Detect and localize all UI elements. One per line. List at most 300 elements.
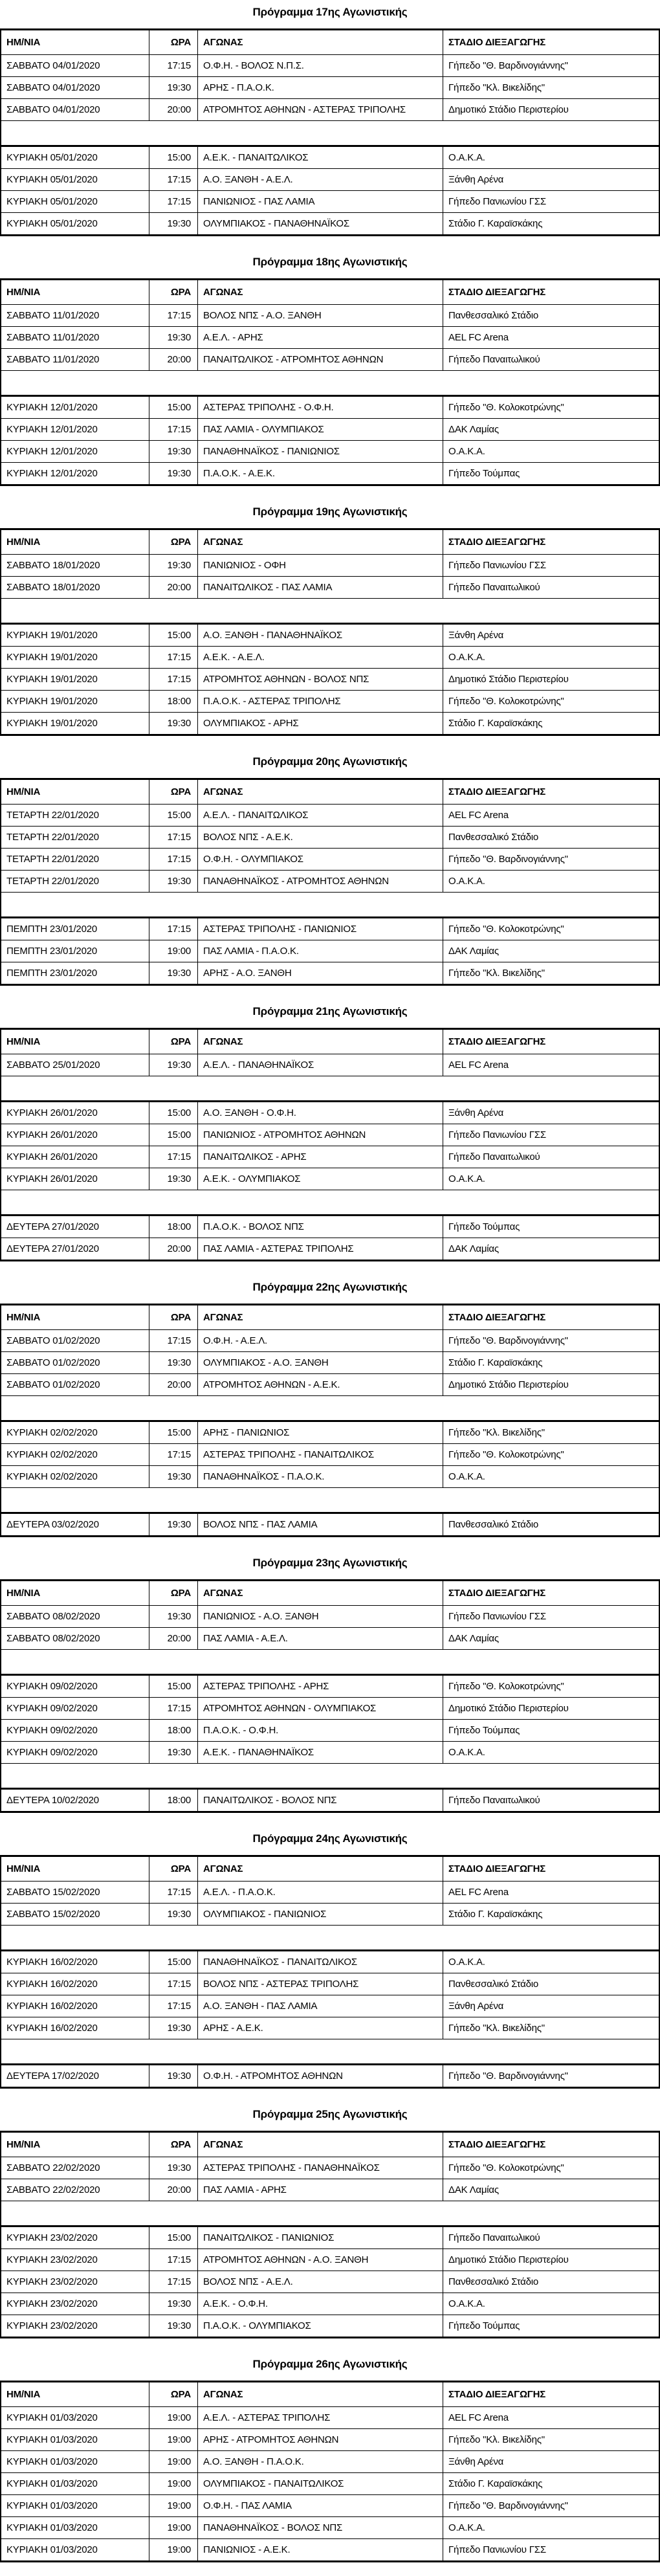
fixture-stadium: Ο.Α.Κ.Α. [448, 876, 485, 887]
fixture-date: ΚΥΡΙΑΚΗ 16/02/2020 [1, 1951, 149, 1973]
fixture-match: ΠΑΣ ΛΑΜΙΑ - Π.Α.Ο.Κ. [198, 940, 443, 962]
fixture-stadium: Δημοτικό Στάδιο Περιστερίου [448, 674, 569, 685]
fixture-match: ΑΤΡΟΜΗΤΟΣ ΑΘΗΝΩΝ - ΟΛΥΜΠΙΑΚΟΣ [198, 1698, 443, 1719]
fixture-stadium: Ξάνθη Αρένα [448, 2456, 504, 2467]
fixture-row [1, 691, 659, 713]
header-time: ΩΡΑ [149, 780, 198, 804]
fixture-time: 19:00 [149, 2473, 198, 2494]
fixture-row [1, 1628, 659, 1650]
spacer-row [1, 121, 659, 147]
fixture-match: ΠΑΝΑΘΗΝΑΪΚΟΣ - ΠΑΝΙΩΝΙΟΣ [198, 441, 443, 462]
fixture-date: ΚΥΡΙΑΚΗ 01/03/2020 [1, 2407, 149, 2428]
fixture-stadium: Ξάνθη Αρένα [448, 174, 504, 185]
fixture-date: ΚΥΡΙΑΚΗ 19/01/2020 [1, 691, 149, 712]
fixture-time: 19:30 [149, 1606, 198, 1627]
header-match: ΑΓΩΝΑΣ [198, 2382, 443, 2406]
fixture-match: Α.Ε.Κ. - Ο.Φ.Η. [198, 2293, 443, 2315]
fixture-date: ΣΑΒΒΑΤΟ 15/02/2020 [1, 1904, 149, 1925]
fixture-stadium: Ο.Α.Κ.Α. [448, 2522, 485, 2533]
fixture-match: ΠΑΝΑΙΤΩΛΙΚΟΣ - ΠΑΣ ΛΑΜΙΑ [198, 577, 443, 598]
fixture-time: 18:00 [149, 1720, 198, 1741]
table-header-row [1, 30, 659, 55]
fixture-stadium: Δημοτικό Στάδιο Περιστερίου [448, 1379, 569, 1390]
spacer-row [1, 893, 659, 918]
fixture-time: 19:00 [149, 940, 198, 962]
fixture-row [1, 1124, 659, 1146]
fixture-time: 17:15 [149, 419, 198, 440]
fixture-date: ΠΕΜΠΤΗ 23/01/2020 [1, 918, 149, 940]
fixture-stadium: Γήπεδο "Κλ. Βικελίδης" [448, 2023, 545, 2034]
fixture-row [1, 2517, 659, 2539]
fixture-row [1, 1904, 659, 1926]
fixture-match: ΑΣΤΕΡΑΣ ΤΡΙΠΟΛΗΣ - ΠΑΝΑΘΗΝΑΪΚΟΣ [198, 2157, 443, 2179]
fixture-match: ΠΑΝΑΘΗΝΑΪΚΟΣ - ΠΑΝΑΙΤΩΛΙΚΟΣ [198, 1951, 443, 1973]
fixture-row [1, 1352, 659, 1374]
fixture-date: ΚΥΡΙΑΚΗ 23/02/2020 [1, 2293, 149, 2315]
fixture-stadium: Στάδιο Γ. Καραϊσκάκης [448, 2478, 543, 2489]
fixture-date: ΔΕΥΤΕΡΑ 27/01/2020 [1, 1238, 149, 1260]
fixture-row [1, 1168, 659, 1190]
fixture-stadium: ΔΑΚ Λαμίας [448, 424, 499, 435]
fixture-time: 17:15 [149, 849, 198, 870]
fixture-row [1, 2315, 659, 2337]
fixture-row [1, 1216, 659, 1238]
fixtures-table [0, 528, 660, 736]
header-stadium: ΣΤΑΔΙΟ ΔΙΕΞΑΓΩΓΗΣ [448, 786, 546, 797]
fixture-row [1, 647, 659, 669]
fixture-match: ΒΟΛΟΣ ΝΠΣ - Α.Ε.Λ. [198, 2271, 443, 2293]
header-match: ΑΓΩΝΑΣ [198, 530, 443, 554]
fixture-stadium: Γήπεδο "Θ. Κολοκοτρώνης" [448, 696, 564, 707]
header-match: ΑΓΩΝΑΣ [198, 2133, 443, 2157]
fixture-time: 19:30 [149, 962, 198, 984]
fixture-date: ΚΥΡΙΑΚΗ 19/01/2020 [1, 647, 149, 668]
fixture-stadium: Δημοτικό Στάδιο Περιστερίου [448, 104, 569, 115]
fixture-stadium: Γήπεδο "Θ. Κολοκοτρώνης" [448, 1449, 564, 1460]
fixture-stadium: Ο.Α.Κ.Α. [448, 1173, 485, 1184]
fixture-row [1, 2271, 659, 2293]
fixture-row [1, 2293, 659, 2315]
matchday-title: Πρόγραμμα 26ης Αγωνιστικής [252, 2358, 408, 2370]
matchday-section [0, 0, 660, 236]
fixture-stadium: Ο.Α.Κ.Α. [448, 152, 485, 163]
fixture-match: Ο.Φ.Η. - ΠΑΣ ΛΑΜΙΑ [198, 2495, 443, 2516]
fixture-date: ΚΥΡΙΑΚΗ 02/02/2020 [1, 1422, 149, 1443]
fixture-time: 15:00 [149, 147, 198, 168]
fixture-stadium: Γήπεδο Παναιτωλικού [448, 1795, 540, 1806]
fixture-time: 17:15 [149, 1330, 198, 1351]
fixture-stadium: Γήπεδο Παναιτωλικού [448, 354, 540, 365]
fixture-row [1, 871, 659, 893]
matchday-title: Πρόγραμμα 21ης Αγωνιστικής [252, 1005, 408, 1017]
fixture-time: 17:15 [149, 2271, 198, 2293]
fixture-time: 15:00 [149, 1676, 198, 1697]
fixture-row [1, 397, 659, 419]
fixtures-table [0, 778, 660, 986]
fixture-time: 17:15 [149, 1444, 198, 1465]
fixture-row [1, 2495, 659, 2517]
fixture-match: Α.Ο. ΞΑΝΘΗ - Α.Ε.Λ. [198, 169, 443, 190]
fixture-time: 17:15 [149, 827, 198, 848]
fixture-row [1, 555, 659, 577]
matchday-section [0, 749, 660, 986]
fixture-time: 19:30 [149, 327, 198, 348]
fixture-time: 17:15 [149, 169, 198, 190]
header-time: ΩΡΑ [149, 280, 198, 304]
fixture-match: Π.Α.Ο.Κ. - ΑΣΤΕΡΑΣ ΤΡΙΠΟΛΗΣ [198, 691, 443, 712]
fixture-row [1, 1374, 659, 1396]
header-time: ΩΡΑ [149, 2382, 198, 2406]
fixture-date: ΚΥΡΙΑΚΗ 12/01/2020 [1, 441, 149, 462]
header-match: ΑΓΩΝΑΣ [198, 280, 443, 304]
fixture-date: ΚΥΡΙΑΚΗ 26/01/2020 [1, 1146, 149, 1168]
fixture-match: ΟΛΥΜΠΙΑΚΟΣ - ΑΡΗΣ [198, 713, 443, 734]
fixture-time: 19:30 [149, 1466, 198, 1487]
fixture-stadium: Ο.Α.Κ.Α. [448, 2298, 485, 2309]
fixture-row [1, 77, 659, 99]
table-header-row [1, 1581, 659, 1606]
fixture-stadium: Γήπεδο Παναιτωλικού [448, 2232, 540, 2243]
header-match: ΑΓΩΝΑΣ [198, 1581, 443, 1605]
fixture-time: 19:30 [149, 1168, 198, 1190]
fixture-row [1, 1444, 659, 1466]
fixture-stadium: Ο.Α.Κ.Α. [448, 1957, 485, 1968]
fixture-date: ΔΕΥΤΕΡΑ 27/01/2020 [1, 1216, 149, 1238]
fixture-row [1, 849, 659, 871]
header-stadium: ΣΤΑΔΙΟ ΔΙΕΞΑΓΩΓΗΣ [448, 1036, 546, 1047]
fixture-row [1, 625, 659, 647]
fixture-time: 18:00 [149, 1216, 198, 1238]
fixture-match: ΠΑΣ ΛΑΜΙΑ - Α.Ε.Λ. [198, 1628, 443, 1649]
fixture-date: ΚΥΡΙΑΚΗ 19/01/2020 [1, 625, 149, 646]
header-stadium: ΣΤΑΔΙΟ ΔΙΕΞΑΓΩΓΗΣ [448, 537, 546, 548]
fixture-row [1, 99, 659, 121]
spacer-row [1, 1764, 659, 1790]
fixture-row [1, 1973, 659, 1995]
fixture-date: ΚΥΡΙΑΚΗ 01/03/2020 [1, 2473, 149, 2494]
fixture-stadium: Γήπεδο Πανιωνίου ΓΣΣ [448, 560, 546, 571]
fixture-date: ΣΑΒΒΑΤΟ 11/01/2020 [1, 305, 149, 326]
spacer-row [1, 599, 659, 625]
fixtures-table [0, 278, 660, 486]
fixture-row [1, 918, 659, 940]
fixture-match: ΑΡΗΣ - ΠΑΝΙΩΝΙΟΣ [198, 1422, 443, 1443]
fixture-stadium: Γήπεδο Τούμπας [448, 1725, 520, 1736]
spacer-row [1, 1650, 659, 1676]
fixture-time: 15:00 [149, 397, 198, 418]
header-stadium: ΣΤΑΔΙΟ ΔΙΕΞΑΓΩΓΗΣ [448, 287, 546, 298]
fixtures-table [0, 2131, 660, 2338]
fixture-stadium: Γήπεδο "Θ. Βαρδινογιάννης" [448, 1335, 568, 1346]
fixture-time: 17:15 [149, 1995, 198, 2017]
fixture-time: 19:30 [149, 2017, 198, 2039]
fixture-date: ΣΑΒΒΑΤΟ 15/02/2020 [1, 1882, 149, 1903]
matchday-title: Πρόγραμμα 25ης Αγωνιστικής [252, 2108, 408, 2120]
fixture-date: ΚΥΡΙΑΚΗ 19/01/2020 [1, 713, 149, 734]
fixture-stadium: AEL FC Arena [448, 332, 509, 343]
matchday-title: Πρόγραμμα 18ης Αγωνιστικής [252, 256, 408, 268]
table-header-row [1, 530, 659, 555]
fixture-row [1, 2157, 659, 2179]
fixture-stadium: Γήπεδο "Κλ. Βικελίδης" [448, 968, 545, 979]
header-time: ΩΡΑ [149, 1305, 198, 1329]
fixture-match: ΒΟΛΟΣ ΝΠΣ - Α.Ο. ΞΑΝΘΗ [198, 305, 443, 326]
fixture-row [1, 1995, 659, 2017]
fixture-stadium: Στάδιο Γ. Καραϊσκάκης [448, 218, 543, 229]
fixture-date: ΣΑΒΒΑΤΟ 18/01/2020 [1, 577, 149, 598]
header-stadium: ΣΤΑΔΙΟ ΔΙΕΞΑΓΩΓΗΣ [448, 1312, 546, 1323]
fixture-time: 15:00 [149, 805, 198, 826]
fixture-stadium: Γήπεδο "Κλ. Βικελίδης" [448, 82, 545, 93]
fixture-time: 19:00 [149, 2495, 198, 2516]
fixture-time: 17:15 [149, 191, 198, 212]
fixture-date: ΚΥΡΙΑΚΗ 26/01/2020 [1, 1124, 149, 1146]
fixture-time: 19:30 [149, 1904, 198, 1925]
matchday-section [0, 2102, 660, 2338]
matchday-title: Πρόγραμμα 19ης Αγωνιστικής [252, 505, 408, 518]
fixture-match: Α.Ε.Λ. - ΑΡΗΣ [198, 327, 443, 348]
fixture-row [1, 1742, 659, 1764]
fixture-stadium: Στάδιο Γ. Καραϊσκάκης [448, 718, 543, 729]
fixture-stadium: Γήπεδο Τούμπας [448, 1221, 520, 1232]
fixture-match: ΒΟΛΟΣ ΝΠΣ - ΑΣΤΕΡΑΣ ΤΡΙΠΟΛΗΣ [198, 1973, 443, 1995]
fixture-time: 17:15 [149, 669, 198, 690]
fixture-time: 19:30 [149, 441, 198, 462]
fixture-time: 17:15 [149, 647, 198, 668]
fixture-match: Α.Ε.Κ. - ΠΑΝΑΘΗΝΑΪΚΟΣ [198, 1742, 443, 1763]
fixture-row [1, 669, 659, 691]
fixture-match: ΠΑΝΑΙΤΩΛΙΚΟΣ - ΑΤΡΟΜΗΤΟΣ ΑΘΗΝΩΝ [198, 349, 443, 370]
fixture-stadium: Γήπεδο "Θ. Βαρδινογιάννης" [448, 2500, 568, 2511]
fixture-date: ΣΑΒΒΑΤΟ 08/02/2020 [1, 1628, 149, 1649]
fixture-time: 19:30 [149, 713, 198, 734]
fixture-time: 19:30 [149, 1054, 198, 1076]
header-stadium: ΣΤΑΔΙΟ ΔΙΕΞΑΓΩΓΗΣ [448, 1863, 546, 1874]
header-date: ΗΜ/ΝΙΑ [1, 30, 149, 54]
fixture-stadium: Γήπεδο "Θ. Κολοκοτρώνης" [448, 2162, 564, 2173]
fixture-row [1, 349, 659, 371]
fixture-time: 15:00 [149, 1102, 198, 1124]
fixture-row [1, 1466, 659, 1488]
fixture-match: ΑΣΤΕΡΑΣ ΤΡΙΠΟΛΗΣ - ΠΑΝΙΩΝΙΟΣ [198, 918, 443, 940]
matchday-section [0, 999, 660, 1261]
fixture-date: ΚΥΡΙΑΚΗ 26/01/2020 [1, 1102, 149, 1124]
fixture-time: 19:30 [149, 77, 198, 98]
fixture-match: ΠΑΝΑΙΤΩΛΙΚΟΣ - ΑΡΗΣ [198, 1146, 443, 1168]
fixture-time: 19:30 [149, 2157, 198, 2179]
fixture-row [1, 713, 659, 734]
fixture-row [1, 441, 659, 463]
fixture-stadium: Πανθεσσαλικό Στάδιο [448, 2276, 539, 2287]
fixture-date: ΣΑΒΒΑΤΟ 01/02/2020 [1, 1330, 149, 1351]
spacer-row [1, 1488, 659, 1514]
fixture-stadium: Ο.Α.Κ.Α. [448, 1747, 485, 1758]
fixture-row [1, 2407, 659, 2429]
fixture-time: 17:15 [149, 1146, 198, 1168]
fixture-date: ΠΕΜΠΤΗ 23/01/2020 [1, 940, 149, 962]
fixture-time: 20:00 [149, 99, 198, 120]
spacer-row [1, 2201, 659, 2227]
fixture-time: 19:30 [149, 213, 198, 234]
fixture-match: ΑΤΡΟΜΗΤΟΣ ΑΘΗΝΩΝ - ΑΣΤΕΡΑΣ ΤΡΙΠΟΛΗΣ [198, 99, 443, 120]
fixture-time: 15:00 [149, 1124, 198, 1146]
fixture-date: ΣΑΒΒΑΤΟ 04/01/2020 [1, 77, 149, 98]
fixture-stadium: Πανθεσσαλικό Στάδιο [448, 1519, 539, 1530]
fixtures-table [0, 1855, 660, 2089]
fixture-row [1, 2451, 659, 2473]
header-time: ΩΡΑ [149, 1581, 198, 1605]
fixture-time: 15:00 [149, 1951, 198, 1973]
fixture-row [1, 1698, 659, 1720]
fixture-stadium: Γήπεδο Τούμπας [448, 468, 520, 479]
fixture-date: ΚΥΡΙΑΚΗ 19/01/2020 [1, 669, 149, 690]
fixture-date: ΚΥΡΙΑΚΗ 12/01/2020 [1, 397, 149, 418]
header-date: ΗΜ/ΝΙΑ [1, 1581, 149, 1605]
matchday-section [0, 2352, 660, 2562]
header-date: ΗΜ/ΝΙΑ [1, 780, 149, 804]
table-header-row [1, 2133, 659, 2157]
fixtures-table [0, 1028, 660, 1261]
fixture-stadium: ΔΑΚ Λαμίας [448, 2184, 499, 2195]
fixture-date: ΣΑΒΒΑΤΟ 08/02/2020 [1, 1606, 149, 1627]
fixture-row [1, 1054, 659, 1076]
fixture-match: ΟΛΥΜΠΙΑΚΟΣ - Α.Ο. ΞΑΝΘΗ [198, 1352, 443, 1373]
fixture-stadium: Γήπεδο Πανιωνίου ΓΣΣ [448, 196, 546, 207]
table-header-row [1, 1857, 659, 1882]
fixture-match: ΠΑΝΙΩΝΙΟΣ - ΠΑΣ ΛΑΜΙΑ [198, 191, 443, 212]
fixture-time: 19:30 [149, 2293, 198, 2315]
fixture-row [1, 2539, 659, 2560]
fixture-date: ΣΑΒΒΑΤΟ 04/01/2020 [1, 99, 149, 120]
fixture-match: ΠΑΝΑΘΗΝΑΪΚΟΣ - Π.Α.Ο.Κ. [198, 1466, 443, 1487]
fixture-row [1, 191, 659, 213]
fixture-time: 19:30 [149, 2315, 198, 2337]
header-date: ΗΜ/ΝΙΑ [1, 2382, 149, 2406]
fixture-match: ΒΟΛΟΣ ΝΠΣ - Α.Ε.Κ. [198, 827, 443, 848]
fixture-row [1, 419, 659, 441]
header-date: ΗΜ/ΝΙΑ [1, 1305, 149, 1329]
fixture-date: ΚΥΡΙΑΚΗ 01/03/2020 [1, 2517, 149, 2538]
fixture-date: ΣΑΒΒΑΤΟ 11/01/2020 [1, 349, 149, 370]
fixture-row [1, 1606, 659, 1628]
fixture-stadium: AEL FC Arena [448, 1887, 509, 1898]
fixture-time: 20:00 [149, 1374, 198, 1395]
fixture-date: ΚΥΡΙΑΚΗ 23/02/2020 [1, 2249, 149, 2271]
fixture-date: ΤΕΤΑΡΤΗ 22/01/2020 [1, 805, 149, 826]
matchday-title: Πρόγραμμα 24ης Αγωνιστικής [252, 1832, 408, 1845]
fixture-row [1, 213, 659, 234]
fixture-stadium: Γήπεδο "Θ. Κολοκοτρώνης" [448, 1681, 564, 1692]
fixture-match: ΠΑΣ ΛΑΜΙΑ - ΟΛΥΜΠΙΑΚΟΣ [198, 419, 443, 440]
fixture-match: Π.Α.Ο.Κ. - ΒΟΛΟΣ ΝΠΣ [198, 1216, 443, 1238]
fixture-date: ΤΕΤΑΡΤΗ 22/01/2020 [1, 849, 149, 870]
fixture-row [1, 55, 659, 77]
fixture-stadium: ΔΑΚ Λαμίας [448, 1633, 499, 1644]
fixture-date: ΣΑΒΒΑΤΟ 25/01/2020 [1, 1054, 149, 1076]
fixture-stadium: AEL FC Arena [448, 2412, 509, 2423]
fixture-time: 17:15 [149, 1882, 198, 1903]
fixtures-table [0, 1304, 660, 1537]
table-header-row [1, 1030, 659, 1054]
fixture-row [1, 1238, 659, 1260]
fixture-stadium: Γήπεδο Τούμπας [448, 2320, 520, 2331]
fixture-date: ΚΥΡΙΑΚΗ 01/03/2020 [1, 2539, 149, 2560]
matchday-title: Πρόγραμμα 17ης Αγωνιστικής [252, 6, 408, 18]
header-stadium: ΣΤΑΔΙΟ ΔΙΕΞΑΓΩΓΗΣ [448, 2139, 546, 2150]
fixture-date: ΚΥΡΙΑΚΗ 05/01/2020 [1, 191, 149, 212]
fixture-stadium: Πανθεσσαλικό Στάδιο [448, 832, 539, 843]
header-date: ΗΜ/ΝΙΑ [1, 280, 149, 304]
fixture-time: 17:15 [149, 305, 198, 326]
header-stadium: ΣΤΑΔΙΟ ΔΙΕΞΑΓΩΓΗΣ [448, 37, 546, 48]
fixture-match: Ο.Φ.Η. - ΟΛΥΜΠΙΑΚΟΣ [198, 849, 443, 870]
matchday-section [0, 250, 660, 486]
matchday-title: Πρόγραμμα 20ης Αγωνιστικής [252, 755, 408, 768]
fixture-time: 15:00 [149, 625, 198, 646]
fixture-match: Ο.Φ.Η. - ΒΟΛΟΣ Ν.Π.Σ. [198, 55, 443, 76]
fixture-time: 17:15 [149, 55, 198, 76]
header-time: ΩΡΑ [149, 1030, 198, 1054]
fixture-row [1, 2227, 659, 2249]
fixture-match: Α.Ο. ΞΑΝΘΗ - Π.Α.Ο.Κ. [198, 2451, 443, 2472]
fixture-match: Α.Ε.Κ. - Α.Ε.Λ. [198, 647, 443, 668]
fixture-date: ΚΥΡΙΑΚΗ 05/01/2020 [1, 169, 149, 190]
fixture-date: ΚΥΡΙΑΚΗ 05/01/2020 [1, 213, 149, 234]
table-header-row [1, 280, 659, 305]
fixture-match: ΒΟΛΟΣ ΝΠΣ - ΠΑΣ ΛΑΜΙΑ [198, 1514, 443, 1535]
header-date: ΗΜ/ΝΙΑ [1, 2133, 149, 2157]
fixture-date: ΚΥΡΙΑΚΗ 02/02/2020 [1, 1466, 149, 1487]
header-date: ΗΜ/ΝΙΑ [1, 530, 149, 554]
fixture-row [1, 1676, 659, 1698]
fixture-time: 15:00 [149, 2227, 198, 2248]
fixture-match: ΟΛΥΜΠΙΑΚΟΣ - ΠΑΝΑΙΤΩΛΙΚΟΣ [198, 2473, 443, 2494]
fixture-stadium: Γήπεδο "Θ. Βαρδινογιάννης" [448, 2071, 568, 2082]
fixture-stadium: Ο.Α.Κ.Α. [448, 446, 485, 457]
fixture-row [1, 463, 659, 484]
fixture-date: ΚΥΡΙΑΚΗ 02/02/2020 [1, 1444, 149, 1465]
fixture-row [1, 305, 659, 327]
fixture-match: ΠΑΝΙΩΝΙΟΣ - ΟΦΗ [198, 555, 443, 576]
fixture-match: ΟΛΥΜΠΙΑΚΟΣ - ΠΑΝΙΩΝΙΟΣ [198, 1904, 443, 1925]
fixture-date: ΚΥΡΙΑΚΗ 05/01/2020 [1, 147, 149, 168]
fixture-row [1, 577, 659, 599]
fixture-row [1, 2065, 659, 2087]
fixture-date: ΚΥΡΙΑΚΗ 16/02/2020 [1, 1973, 149, 1995]
fixture-stadium: Δημοτικό Στάδιο Περιστερίου [448, 2254, 569, 2265]
fixture-date: ΚΥΡΙΑΚΗ 16/02/2020 [1, 2017, 149, 2039]
spacer-row [1, 371, 659, 397]
fixture-match: ΠΑΝΙΩΝΙΟΣ - Α.Ο. ΞΑΝΘΗ [198, 1606, 443, 1627]
fixture-time: 19:30 [149, 1352, 198, 1373]
fixture-match: Α.Ο. ΞΑΝΘΗ - Ο.Φ.Η. [198, 1102, 443, 1124]
fixture-time: 20:00 [149, 1238, 198, 1260]
fixture-stadium: ΔΑΚ Λαμίας [448, 946, 499, 957]
fixture-stadium: Δημοτικό Στάδιο Περιστερίου [448, 1703, 569, 1714]
header-date: ΗΜ/ΝΙΑ [1, 1030, 149, 1054]
fixture-time: 19:30 [149, 2065, 198, 2087]
fixture-row [1, 1951, 659, 1973]
fixture-row [1, 327, 659, 349]
fixture-row [1, 805, 659, 827]
fixture-date: ΠΕΜΠΤΗ 23/01/2020 [1, 962, 149, 984]
fixture-match: ΑΤΡΟΜΗΤΟΣ ΑΘΗΝΩΝ - ΒΟΛΟΣ ΝΠΣ [198, 669, 443, 690]
fixture-match: Α.Ε.Κ. - ΠΑΝΑΙΤΩΛΙΚΟΣ [198, 147, 443, 168]
fixture-time: 17:15 [149, 1698, 198, 1719]
fixture-date: ΚΥΡΙΑΚΗ 12/01/2020 [1, 419, 149, 440]
fixture-row [1, 1422, 659, 1444]
fixture-time: 20:00 [149, 1628, 198, 1649]
